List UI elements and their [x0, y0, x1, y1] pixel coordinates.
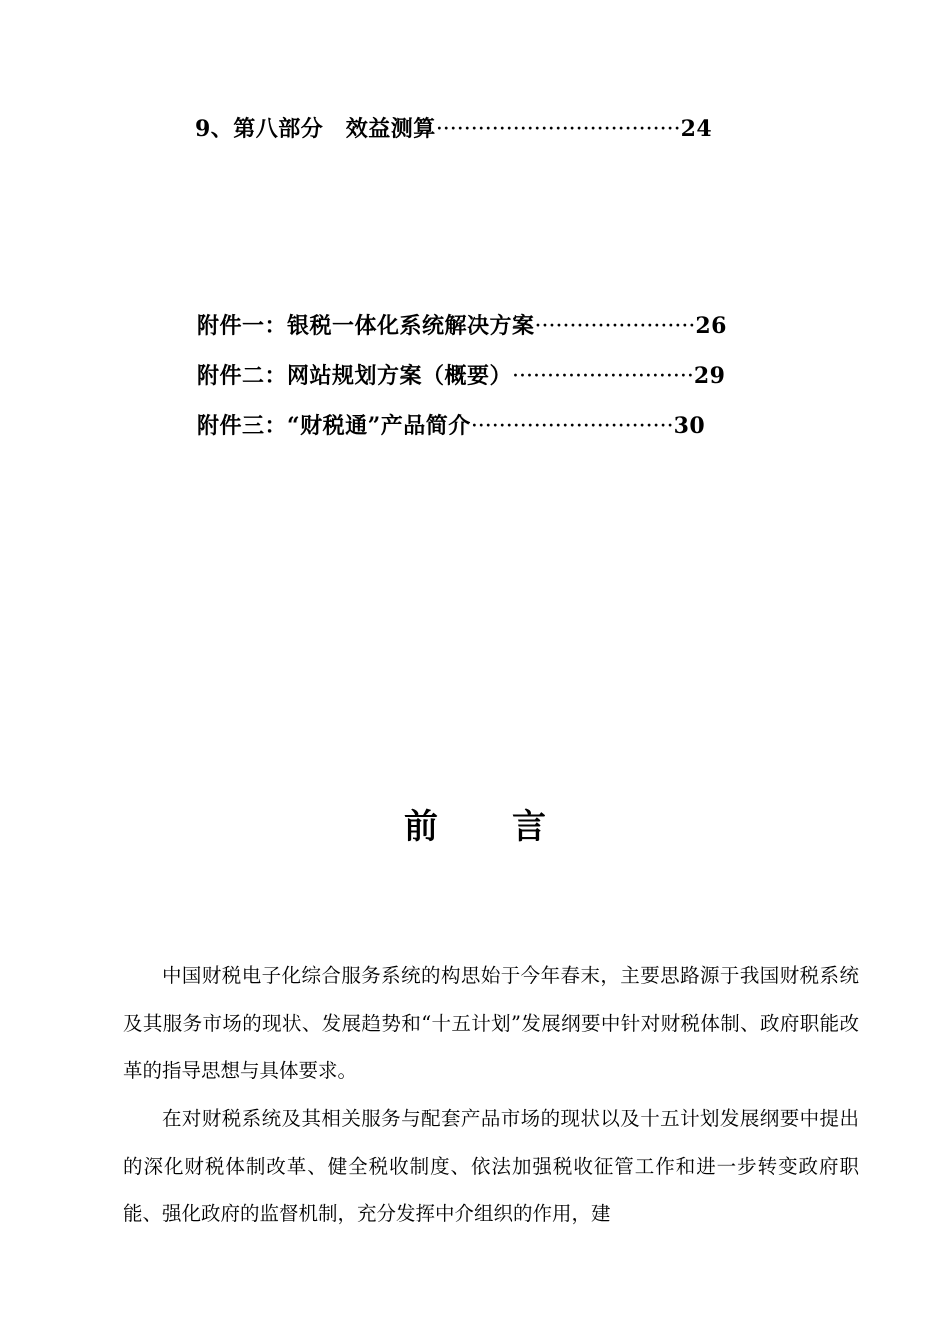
toc-page-number: 30 [673, 413, 706, 439]
toc-entry-benefit-calculation[interactable] [195, 114, 712, 145]
toc-entry-appendix-3[interactable] [197, 411, 705, 442]
toc-entry-title: 附件三：“财税通”产品简介 [197, 413, 471, 439]
toc-entry-appendix-1[interactable] [197, 311, 727, 342]
toc-leader-dots: ····························· [470, 414, 674, 439]
toc-leader-dots: ··································· [435, 117, 681, 142]
preface-paragraph-1 [123, 952, 859, 1095]
toc-page-number: 24 [680, 116, 713, 142]
toc-entry-title: 附件二：网站规划方案（概要） [197, 363, 513, 389]
toc-entry-appendix-2[interactable] [197, 361, 725, 392]
preface-heading [0, 804, 950, 850]
paragraph-text: 中国财税电子化综合服务系统的构思始于今年春末，主要思路源于我国财税系统及其服务市场的现状、发展趋势和“十五计划”发展纲要中针对财税体制、政府职能改革的指导思想与具体要求。 [123, 964, 859, 1082]
toc-leader-dots: ······················· [534, 314, 696, 339]
toc-leader-dots: ·························· [512, 364, 694, 389]
preface-paragraph-2 [123, 1095, 859, 1238]
toc-entry-title: 附件一：银税一体化系统解决方案 [197, 313, 535, 339]
preface-heading-left: 前 [404, 807, 438, 847]
paragraph-text: 在对财税系统及其相关服务与配套产品市场的现状以及十五计划发展纲要中提出的深化财税体制改革、健全税收制度、依法加强税收征管工作和进一步转变政府职能、强化政府的监督机制，充分发挥中介组织的作用，建 [123, 1107, 859, 1225]
toc-entry-title: 9、第八部分 效益测算 [195, 116, 436, 142]
toc-page-number: 29 [693, 363, 726, 389]
toc-page-number: 26 [695, 313, 727, 339]
preface-heading-right: 言 [512, 807, 546, 847]
